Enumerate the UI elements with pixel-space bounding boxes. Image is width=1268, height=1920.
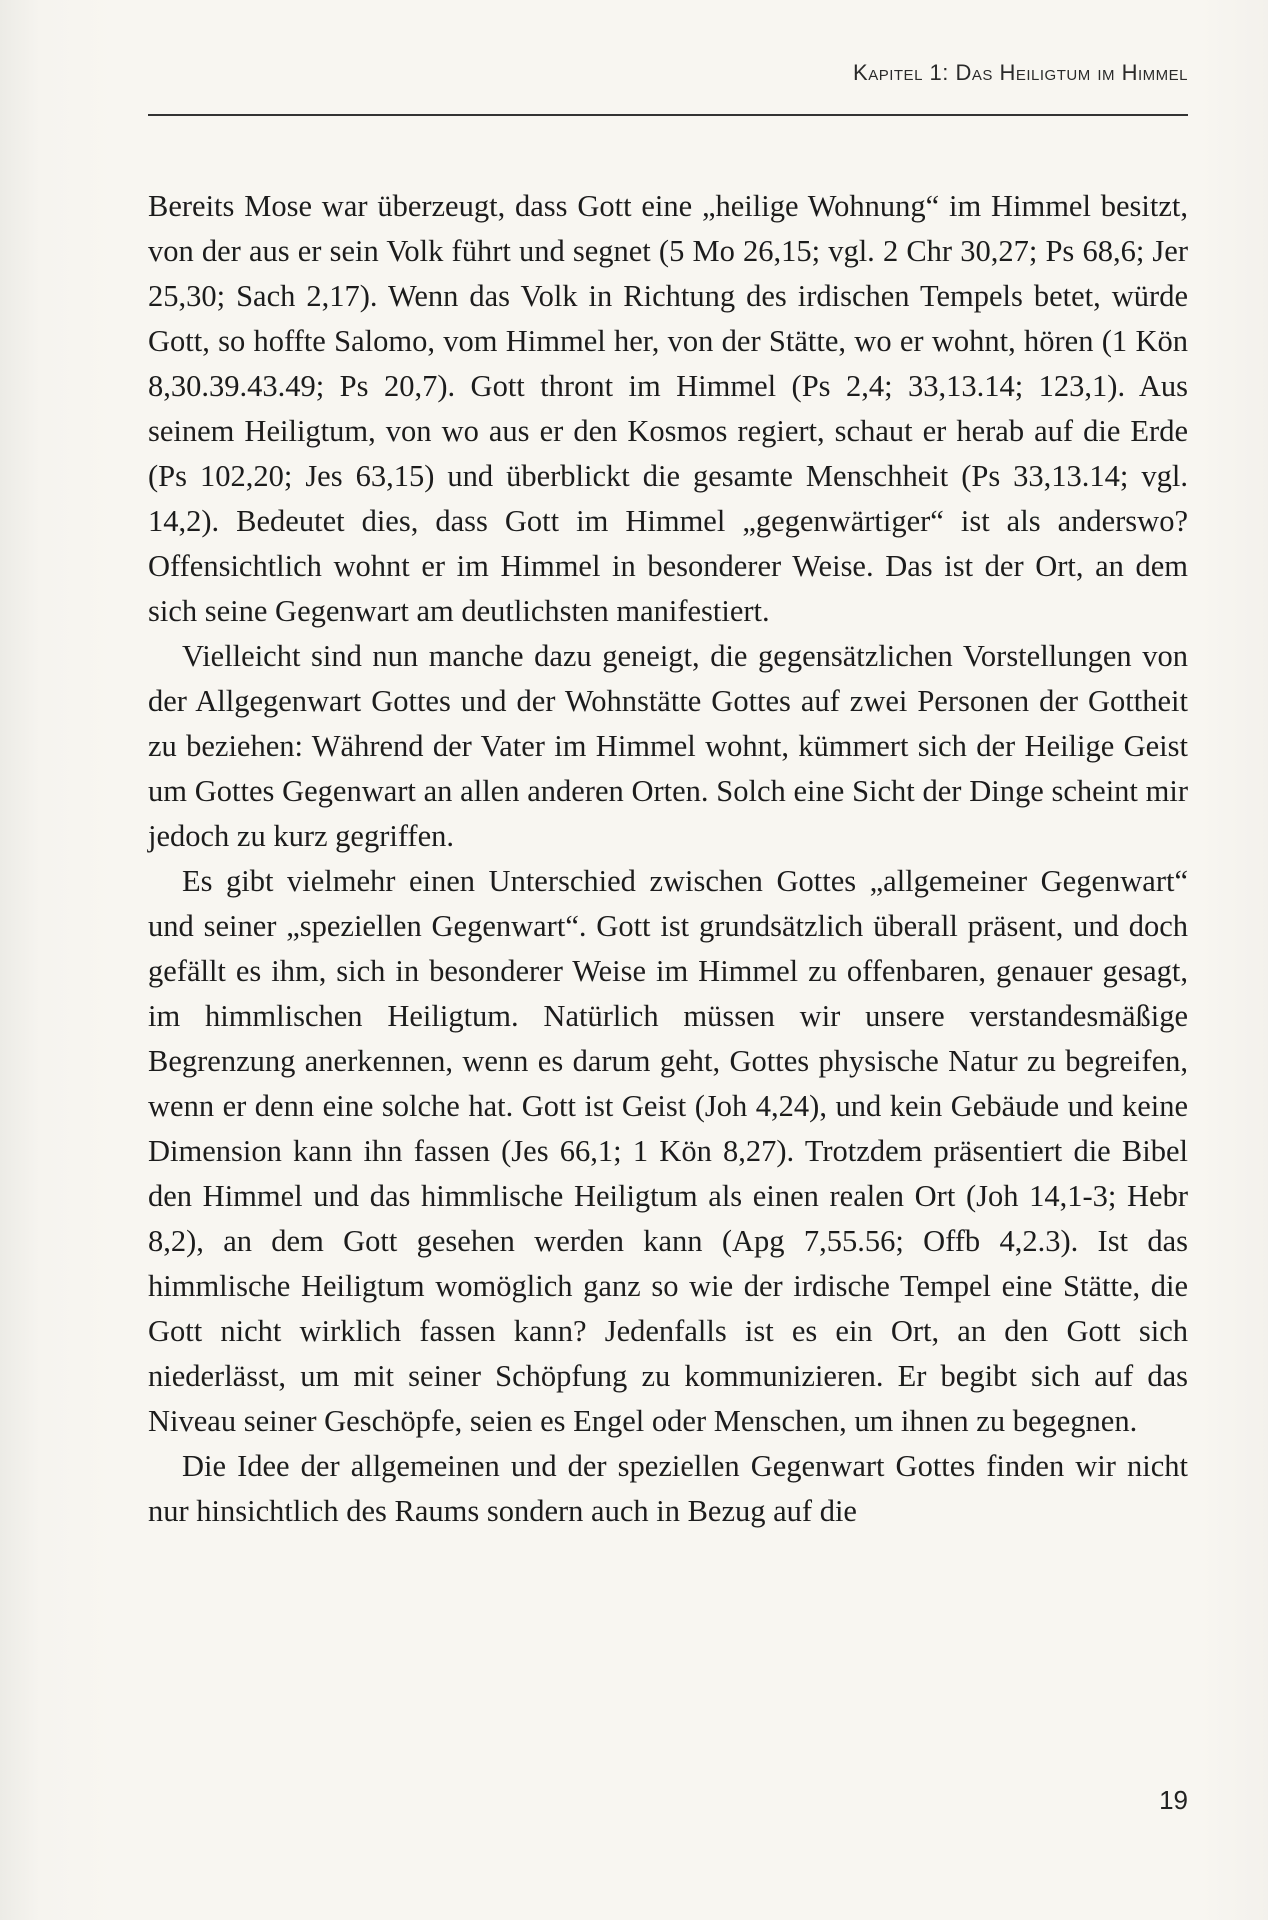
paragraph-4: Die Idee der allgemeinen und der speziellen Gegenwart Gottes finden wir nicht nur hinsichtlich des Raums sondern auch in Bezug auf die — [148, 1449, 1188, 1528]
paragraph-1: Bereits Mose war überzeugt, dass Gott eine „heilige Wohnung“ im Himmel besitzt, von der aus er sein Volk führt und segnet (5 Mo 26,15; vgl. 2 Chr 30,27; Ps 68,6; Jer 25,30; Sach 2,17). Wenn das Volk in Richtung des irdischen Tempels betet, würde Gott, so hoffte Salomo, vom Himmel her, von der Stätte, wo er wohnt, hören (1 Kön 8,30.39.43.49; Ps 20,7). Gott thront im Himmel (Ps 2,4; 33,13.14; 123,1). Aus seinem Heiligtum, von wo aus er den Kosmos regiert, schaut er herab auf die Erde (Ps 102,20; Jes 63,15) und überblickt die gesamte Menschheit (Ps 33,13.14; vgl. 14,2). Bedeutet dies, dass Gott im Himmel „gegenwärtiger“ ist als anderswo? Offensichtlich wohnt er im Himmel in besonderer Weise. Das ist der Ort, an dem sich seine Gegenwart am deutlichsten manifestiert. — [148, 189, 1188, 628]
body-text — [148, 184, 1188, 1534]
paragraph-3: Es gibt vielmehr einen Unterschied zwischen Gottes „allgemeiner Gegenwart“ und seiner „speziellen Gegenwart“. Gott ist grundsätzlich überall präsent, und doch gefällt es ihm, sich in besonderer Weise im Himmel zu offenbaren, genauer gesagt, im himmlischen Heiligtum. Natürlich müssen wir unsere verstandesmäßige Begrenzung anerkennen, wenn es darum geht, Gottes physische Natur zu begreifen, wenn er denn eine solche hat. Gott ist Geist (Joh 4,24), und kein Gebäude und keine Dimension kann ihn fassen (Jes 66,1; 1 Kön 8,27). Trotzdem präsentiert die Bibel den Himmel und das himmlische Heiligtum als einen realen Ort (Joh 14,1-3; Hebr 8,2), an dem Gott gesehen werden kann (Apg 7,55.56; Offb 4,2.3). Ist das himmlische Heiligtum womöglich ganz so wie der irdische Tempel eine Stätte, die Gott nicht wirklich fassen kann? Jedenfalls ist es ein Ort, an den Gott sich niederlässt, um mit seiner Schöpfung zu kommunizieren. Er begibt sich auf das Niveau seiner Geschöpfe, seien es Engel oder Menschen, um ihnen zu begegnen. — [148, 864, 1188, 1438]
header-rule — [148, 114, 1188, 116]
running-header: Kapitel 1: Das Heiligtum im Himmel — [853, 60, 1188, 85]
page-number: 19 — [1159, 1785, 1188, 1815]
paragraph-2: Vielleicht sind nun manche dazu geneigt, die gegensätzlichen Vorstellungen von der Allgegenwart Gottes und der Wohnstätte Gottes auf zwei Personen der Gottheit zu beziehen: Während der Vater im Himmel wohnt, kümmert sich der Heilige Geist um Gottes Gegenwart an allen anderen Orten. Solch eine Sicht der Dinge scheint mir jedoch zu kurz gegriffen. — [148, 639, 1188, 853]
